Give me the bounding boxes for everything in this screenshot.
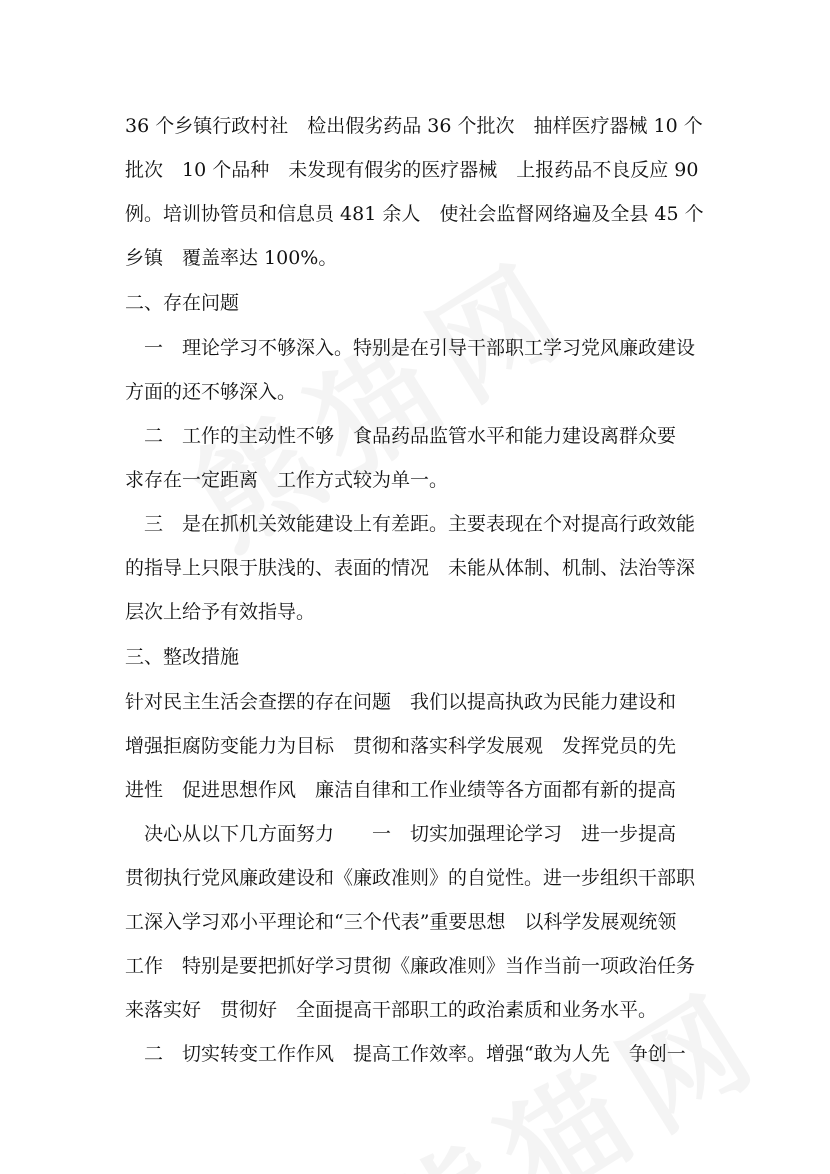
text-line: 乡镇 覆盖率达 100%。 bbox=[125, 247, 338, 269]
text-line: 一 理论学习不够深入。特别是在引导干部职工学习党风廉政建设 bbox=[125, 337, 696, 359]
text-line: 的指导上只限于肤浅的、表面的情况 未能从体制、机制、法治等深 bbox=[125, 557, 696, 579]
text-line: 批次 10 个品种 未发现有假劣的医疗器械 上报药品不良反应 90 bbox=[125, 159, 699, 181]
text-line: 三 是在抓机关效能建设上有差距。主要表现在个对提高行政效能 bbox=[125, 513, 696, 535]
text-line: 进性 促进思想作风 廉洁自律和工作业绩等各方面都有新的提高 bbox=[125, 779, 677, 801]
text-line: 层次上给予有效指导。 bbox=[125, 601, 316, 623]
text-line: 工作 特别是要把抓好学习贯彻《廉政准则》当作当前一项政治任务 bbox=[125, 955, 696, 977]
text-line: 增强拒腐防变能力为目标 贯彻和落实科学发展观 发挥党员的先 bbox=[125, 735, 677, 757]
section-heading-problems: 二、存在问题 bbox=[125, 292, 240, 314]
text-line: 针对民主生活会查摆的存在问题 我们以提高执政为民能力建设和 bbox=[125, 691, 677, 713]
text-line: 二 切实转变工作作风 提高工作效率。增强“敢为人先 争创一 bbox=[125, 1043, 686, 1065]
document-body bbox=[125, 104, 715, 1076]
text-line: 二 工作的主动性不够 食品药品监管水平和能力建设离群众要 bbox=[125, 425, 677, 447]
text-line: 方面的还不够深入。 bbox=[125, 381, 297, 403]
text-line: 来落实好 贯彻好 全面提高干部职工的政治素质和业务水平。 bbox=[125, 999, 658, 1021]
text-line: 求存在一定距离 工作方式较为单一。 bbox=[125, 469, 449, 491]
section-heading-measures: 三、整改措施 bbox=[125, 646, 240, 668]
text-line: 贯彻执行党风廉政建设和《廉政准则》的自觉性。进一步组织干部职 bbox=[125, 867, 696, 889]
text-line: 例。培训协管员和信息员 481 余人 使社会监督网络遍及全县 45 个 bbox=[125, 203, 704, 225]
text-line: 工深入学习邓小平理论和“三个代表”重要思想 以科学发展观统领 bbox=[125, 911, 677, 933]
text-line: 36 个乡镇行政村社 检出假劣药品 36 个批次 抽样医疗器械 10 个 bbox=[125, 115, 703, 137]
text-line: 决心从以下几方面努力 一 切实加强理论学习 进一步提高 bbox=[125, 823, 677, 845]
